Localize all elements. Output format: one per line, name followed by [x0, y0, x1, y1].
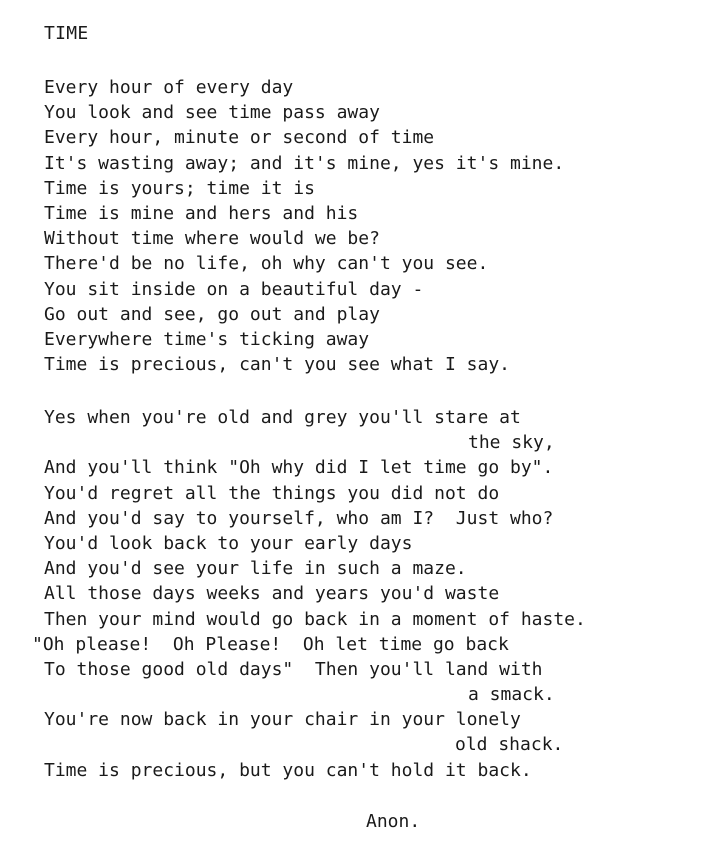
poem-line: And you'd see your life in such a maze.	[44, 558, 467, 580]
poem-line: Yes when you're old and grey you'll stare at	[44, 407, 521, 428]
poem-line: Time is mine and hers and his	[44, 202, 359, 224]
poem-line: You're now back in your chair in your lonely	[44, 709, 521, 731]
poem-line-continuation: a smack.	[468, 684, 555, 706]
author-signature: Anon.	[366, 811, 421, 832]
poem-line: There'd be no life, oh why can't you see.	[44, 253, 489, 275]
poem-line: It's wasting away; and it's mine, yes it's mine.	[44, 152, 565, 174]
poem-line: All those days weeks and years you'd waste	[44, 583, 500, 605]
poem-line: And you'll think "Oh why did I let time go by".	[44, 457, 554, 479]
poem-line-continuation: the sky,	[468, 432, 555, 454]
stanza-2	[32, 405, 684, 783]
poem-line: And you'd say to yourself, who am I? Just who?	[44, 507, 554, 529]
poem-line: You'd look back to your early days	[44, 532, 413, 554]
poem-line: "Oh please! Oh Please! Oh let time go back	[32, 633, 509, 655]
poem-line: Without time where would we be?	[44, 228, 380, 250]
poem-line: Time is yours; time it is	[44, 177, 315, 199]
stanza-1	[44, 75, 684, 377]
poem-line: You sit inside on a beautiful day -	[44, 278, 424, 300]
poem-line: Then your mind would go back in a moment of haste.	[44, 608, 586, 630]
poem-line: Everywhere time's ticking away	[44, 328, 370, 350]
poem-line: Go out and see, go out and play	[44, 303, 380, 325]
poem-title: TIME	[44, 23, 89, 44]
poem-line: Time is precious, but you can't hold it back.	[44, 759, 532, 781]
poem-line-continuation: old shack.	[455, 734, 564, 756]
poem-line: Every hour, minute or second of time	[44, 127, 435, 149]
poem-line: Every hour of every day	[44, 77, 294, 98]
poem-line: Time is precious, can't you see what I say.	[44, 354, 510, 376]
poem-line: To those good old days" Then you'll land with	[44, 658, 543, 680]
poem-line: You look and see time pass away	[44, 102, 380, 124]
poem-line: You'd regret all the things you did not do	[44, 482, 500, 504]
